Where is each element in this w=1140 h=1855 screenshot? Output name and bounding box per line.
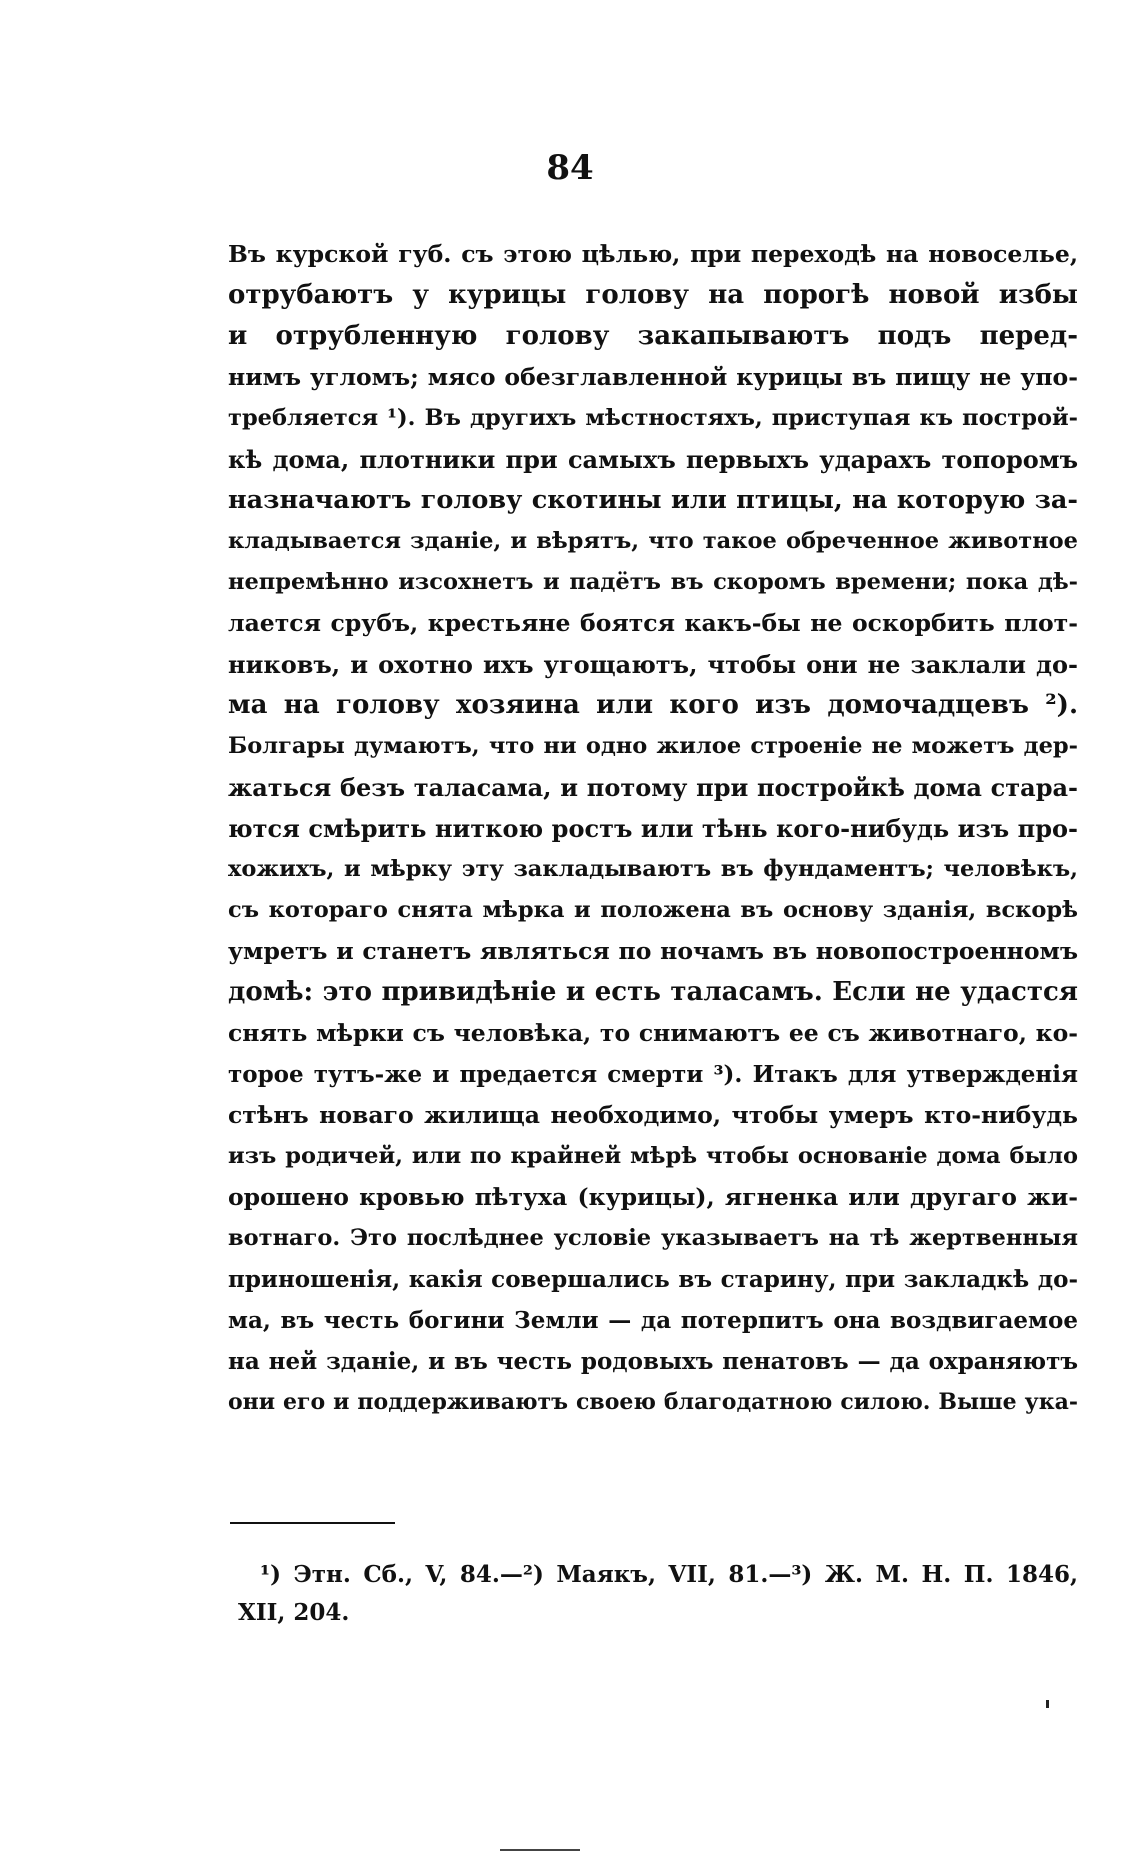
text-line: ма, въ честь богини Земли — да потерпитъ она воздвигаемое <box>228 1307 1078 1334</box>
footnote-separator <box>230 1522 395 1524</box>
text-line: непремѣнно изсохнетъ и падётъ въ скоромъ времени; пока дѣ- <box>228 569 1078 595</box>
text-line: приношенія, какія совершались въ старину, при закладкѣ до- <box>228 1266 1078 1293</box>
scan-speck <box>1046 1700 1049 1708</box>
scan-edge-mark <box>500 1849 580 1851</box>
text-line: отрубаютъ у курицы голову на порогѣ новой избы <box>228 280 1078 310</box>
text-line: ма на голову хозяина или кого изъ домочадцевъ ²). <box>228 690 1078 720</box>
text-line: снять мѣрки съ человѣка, то снимаютъ ее съ животнаго, ко- <box>228 1019 1078 1047</box>
text-line: требляется ¹). Въ другихъ мѣстностяхъ, приступая къ построй- <box>228 405 1078 431</box>
text-line: никовъ, и охотно ихъ угощаютъ, чтобы они не заклали до- <box>228 650 1078 679</box>
footnotes <box>238 1556 1078 1632</box>
text-line: хожихъ, и мѣрку эту закладываютъ въ фундаментъ; человѣкъ, <box>228 856 1078 882</box>
text-line: нимъ угломъ; мясо обезглавленной курицы въ пищу не упо- <box>228 363 1078 391</box>
text-line: назначаютъ голову скотины или птицы, на которую за- <box>228 485 1078 515</box>
text-line: на ней зданіе, и въ честь родовыхъ пенатовъ — да охраняютъ <box>228 1348 1078 1375</box>
text-line: орошено кровью пѣтуха (курицы), ягненка или другаго жи- <box>228 1183 1078 1211</box>
page-number: 84 <box>546 148 594 188</box>
footnote-line: XII, 204. <box>238 1599 350 1626</box>
footnote-line: ¹) Этн. Сб., V, 84.—²) Маякъ, VII, 81.—³) Ж. М. Н. П. 1846, <box>260 1561 1078 1588</box>
text-line: и отрубленную голову закапываютъ подъ перед- <box>228 321 1078 351</box>
text-line: Въ курской губ. съ этою цѣлью, при переходѣ на новоселье, <box>228 240 1078 268</box>
text-line: они его и поддерживаютъ своею благодатною силою. Выше ука- <box>228 1389 1078 1415</box>
text-line: умретъ и станетъ являться по ночамъ въ новопостроенномъ <box>228 937 1078 965</box>
text-line: Болгары думаютъ, что ни одно жилое строеніе не можетъ дер- <box>228 733 1078 759</box>
text-line: стѣнъ новаго жилища необходимо, чтобы умеръ кто-нибудь <box>228 1101 1078 1129</box>
text-line: кѣ дома, плотники при самыхъ первыхъ ударахъ топоромъ <box>228 445 1078 474</box>
text-line: жаться безъ таласама, и потому при постройкѣ дома стара- <box>228 773 1078 802</box>
text-line: вотнаго. Это послѣднее условіе указываетъ на тѣ жертвенныя <box>228 1225 1078 1251</box>
text-line: торое тутъ-же и предается смерти ³). Итакъ для утвержденія <box>228 1061 1078 1088</box>
text-line: кладывается зданіе, и вѣрятъ, что такое обреченное животное <box>228 528 1078 554</box>
body-text <box>228 234 1078 1423</box>
text-line: изъ родичей, или по крайней мѣрѣ чтобы основаніе дома было <box>228 1143 1078 1169</box>
text-line: ются смѣрить ниткою ростъ или тѣнь кого-нибудь изъ про- <box>228 814 1078 843</box>
text-line: домѣ: это привидѣніе и есть таласамъ. Если не удастся <box>228 977 1078 1007</box>
text-line: лается срубъ, крестьяне боятся какъ-бы не оскорбить плот- <box>228 609 1078 637</box>
text-line: съ котораго снята мѣрка и положена въ основу зданія, вскорѣ <box>228 897 1078 923</box>
